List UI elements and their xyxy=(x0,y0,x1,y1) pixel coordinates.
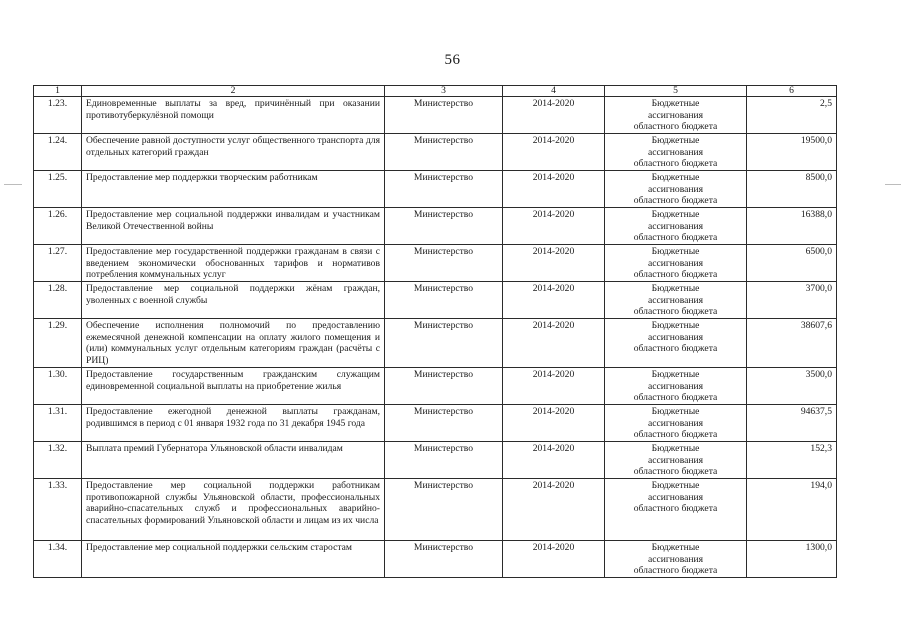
table-body xyxy=(34,86,837,578)
table-header-row xyxy=(34,86,837,97)
row-number-cell: 1.25. xyxy=(34,171,82,208)
executor-cell: Министерство xyxy=(385,479,503,541)
table-row xyxy=(34,208,837,245)
row-number-cell: 1.23. xyxy=(34,97,82,134)
funding-source-line: Бюджетные xyxy=(651,320,700,331)
funding-source-line: областного бюджета xyxy=(633,392,718,404)
measure-title-cell: Предоставление мер государственной поддержки гражданам в связи с введением экономически обоснованных тарифов и нормативов потребления коммунальных услуг xyxy=(82,245,385,282)
header-cell: 2 xyxy=(82,86,385,97)
period-cell: 2014-2020 xyxy=(503,171,605,208)
period-cell: 2014-2020 xyxy=(503,405,605,442)
period-cell: 2014-2020 xyxy=(503,208,605,245)
funding-source-cell xyxy=(605,282,747,319)
row-number-cell: 1.27. xyxy=(34,245,82,282)
funding-source-line: областного бюджета xyxy=(633,195,718,207)
funding-source-line: областного бюджета xyxy=(633,306,718,318)
measure-title-cell: Выплата премий Губернатора Ульяновской области инвалидам xyxy=(82,442,385,479)
funding-source-line: ассигнования xyxy=(647,294,704,306)
header-cell: 6 xyxy=(747,86,837,97)
funding-source-line: ассигнования xyxy=(647,491,704,503)
funding-source-line: областного бюджета xyxy=(633,466,718,478)
funding-source-line: Бюджетные xyxy=(651,369,700,380)
amount-cell: 2,5 xyxy=(747,97,837,134)
measure-title-cell: Обеспечение исполнения полномочий по предоставлению ежемесячной денежной компенсации на оплату жилого помещения и (или) коммунальных услуг отдельным категориям граждан (расчёты с РИЦ) xyxy=(82,319,385,368)
header-cell: 4 xyxy=(503,86,605,97)
period-cell: 2014-2020 xyxy=(503,282,605,319)
funding-source-line: областного бюджета xyxy=(633,158,718,170)
funding-source-line: Бюджетные xyxy=(651,480,700,491)
measure-title-cell: Предоставление мер поддержки творческим работникам xyxy=(82,171,385,208)
funding-source-line: ассигнования xyxy=(647,454,704,466)
funding-source-cell xyxy=(605,442,747,479)
table-row xyxy=(34,134,837,171)
funding-source-cell xyxy=(605,479,747,541)
funding-source-line: ассигнования xyxy=(647,183,704,195)
funding-source-line: ассигнования xyxy=(647,331,704,343)
amount-cell: 1300,0 xyxy=(747,541,837,578)
measure-title-cell: Предоставление мер социальной поддержки инвалидам и участникам Великой Отечественной войны xyxy=(82,208,385,245)
funding-source-cell xyxy=(605,541,747,578)
amount-cell: 3500,0 xyxy=(747,368,837,405)
scan-mark-left xyxy=(4,184,22,185)
funding-source-cell xyxy=(605,368,747,405)
funding-source-cell xyxy=(605,97,747,134)
amount-cell: 16388,0 xyxy=(747,208,837,245)
funding-source-line: ассигнования xyxy=(647,257,704,269)
amount-cell: 38607,6 xyxy=(747,319,837,368)
period-cell: 2014-2020 xyxy=(503,479,605,541)
table-row xyxy=(34,319,837,368)
funding-source-line: Бюджетные xyxy=(651,406,700,417)
funding-source-line: ассигнования xyxy=(647,380,704,392)
executor-cell: Министерство xyxy=(385,134,503,171)
period-cell: 2014-2020 xyxy=(503,134,605,171)
amount-cell: 194,0 xyxy=(747,479,837,541)
header-cell: 5 xyxy=(605,86,747,97)
funding-source-line: областного бюджета xyxy=(633,269,718,281)
table-row xyxy=(34,245,837,282)
measure-title-cell: Предоставление мер социальной поддержки жёнам граждан, уволенных с военной службы xyxy=(82,282,385,319)
amount-cell: 94637,5 xyxy=(747,405,837,442)
executor-cell: Министерство xyxy=(385,319,503,368)
funding-source-line: областного бюджета xyxy=(633,343,718,355)
table-row xyxy=(34,282,837,319)
measure-title-cell: Предоставление мер социальной поддержки работникам противопожарной службы Ульяновской области, профессиональных аварийно-спасательных служб и профессиональных аварийно-спасательных формирований Ульяновской области и лицам из их числа xyxy=(82,479,385,541)
measure-title-cell: Предоставление государственным гражданским служащим единовременной социальной выплаты на приобретение жилья xyxy=(82,368,385,405)
measure-title-cell: Единовременные выплаты за вред, причинённый при оказании противотуберкулёзной помощи xyxy=(82,97,385,134)
executor-cell: Министерство xyxy=(385,97,503,134)
funding-source-line: Бюджетные xyxy=(651,172,700,183)
measure-title-cell: Предоставление мер социальной поддержки сельским старостам xyxy=(82,541,385,578)
row-number-cell: 1.28. xyxy=(34,282,82,319)
funding-source-line: областного бюджета xyxy=(633,232,718,244)
funding-source-line: областного бюджета xyxy=(633,565,718,577)
funding-source-line: ассигнования xyxy=(647,417,704,429)
amount-cell: 152,3 xyxy=(747,442,837,479)
amount-cell: 3700,0 xyxy=(747,282,837,319)
period-cell: 2014-2020 xyxy=(503,245,605,282)
funding-source-cell xyxy=(605,208,747,245)
funding-source-line: Бюджетные xyxy=(651,443,700,454)
amount-cell: 19500,0 xyxy=(747,134,837,171)
measure-title-cell: Обеспечение равной доступности услуг общественного транспорта для отдельных категорий граждан xyxy=(82,134,385,171)
executor-cell: Министерство xyxy=(385,405,503,442)
executor-cell: Министерство xyxy=(385,282,503,319)
funding-source-line: областного бюджета xyxy=(633,503,718,515)
funding-source-line: ассигнования xyxy=(647,220,704,232)
funding-source-line: Бюджетные xyxy=(651,209,700,220)
table-row xyxy=(34,479,837,541)
funding-source-cell xyxy=(605,245,747,282)
row-number-cell: 1.29. xyxy=(34,319,82,368)
table-row xyxy=(34,368,837,405)
row-number-cell: 1.34. xyxy=(34,541,82,578)
funding-source-line: ассигнования xyxy=(647,553,704,565)
funding-source-line: Бюджетные xyxy=(651,283,700,294)
amount-cell: 6500,0 xyxy=(747,245,837,282)
funding-source-line: областного бюджета xyxy=(633,121,718,133)
table-row xyxy=(34,442,837,479)
row-number-cell: 1.31. xyxy=(34,405,82,442)
funding-source-line: Бюджетные xyxy=(651,98,700,109)
measure-title-cell: Предоставление ежегодной денежной выплаты гражданам, родившимся в период с 01 января 1932 года по 31 декабря 1945 года xyxy=(82,405,385,442)
header-cell: 1 xyxy=(34,86,82,97)
funding-source-line: ассигнования xyxy=(647,109,704,121)
page-number: 56 xyxy=(444,52,461,68)
funding-source-cell xyxy=(605,134,747,171)
row-number-cell: 1.30. xyxy=(34,368,82,405)
amount-cell: 8500,0 xyxy=(747,171,837,208)
funding-source-line: Бюджетные xyxy=(651,542,700,553)
row-number-cell: 1.24. xyxy=(34,134,82,171)
table-row xyxy=(34,405,837,442)
budget-table xyxy=(33,85,837,578)
executor-cell: Министерство xyxy=(385,245,503,282)
funding-source-cell xyxy=(605,171,747,208)
executor-cell: Министерство xyxy=(385,171,503,208)
funding-source-line: областного бюджета xyxy=(633,429,718,441)
header-cell: 3 xyxy=(385,86,503,97)
row-number-cell: 1.32. xyxy=(34,442,82,479)
period-cell: 2014-2020 xyxy=(503,442,605,479)
table-row xyxy=(34,171,837,208)
funding-source-cell xyxy=(605,405,747,442)
funding-source-line: Бюджетные xyxy=(651,246,700,257)
period-cell: 2014-2020 xyxy=(503,97,605,134)
row-number-cell: 1.26. xyxy=(34,208,82,245)
executor-cell: Министерство xyxy=(385,368,503,405)
funding-source-line: Бюджетные xyxy=(651,135,700,146)
funding-source-line: ассигнования xyxy=(647,146,704,158)
table-row xyxy=(34,97,837,134)
executor-cell: Министерство xyxy=(385,541,503,578)
executor-cell: Министерство xyxy=(385,208,503,245)
table-row xyxy=(34,541,837,578)
executor-cell: Министерство xyxy=(385,442,503,479)
period-cell: 2014-2020 xyxy=(503,368,605,405)
scan-mark-right xyxy=(885,184,901,185)
period-cell: 2014-2020 xyxy=(503,319,605,368)
funding-source-cell xyxy=(605,319,747,368)
row-number-cell: 1.33. xyxy=(34,479,82,541)
period-cell: 2014-2020 xyxy=(503,541,605,578)
